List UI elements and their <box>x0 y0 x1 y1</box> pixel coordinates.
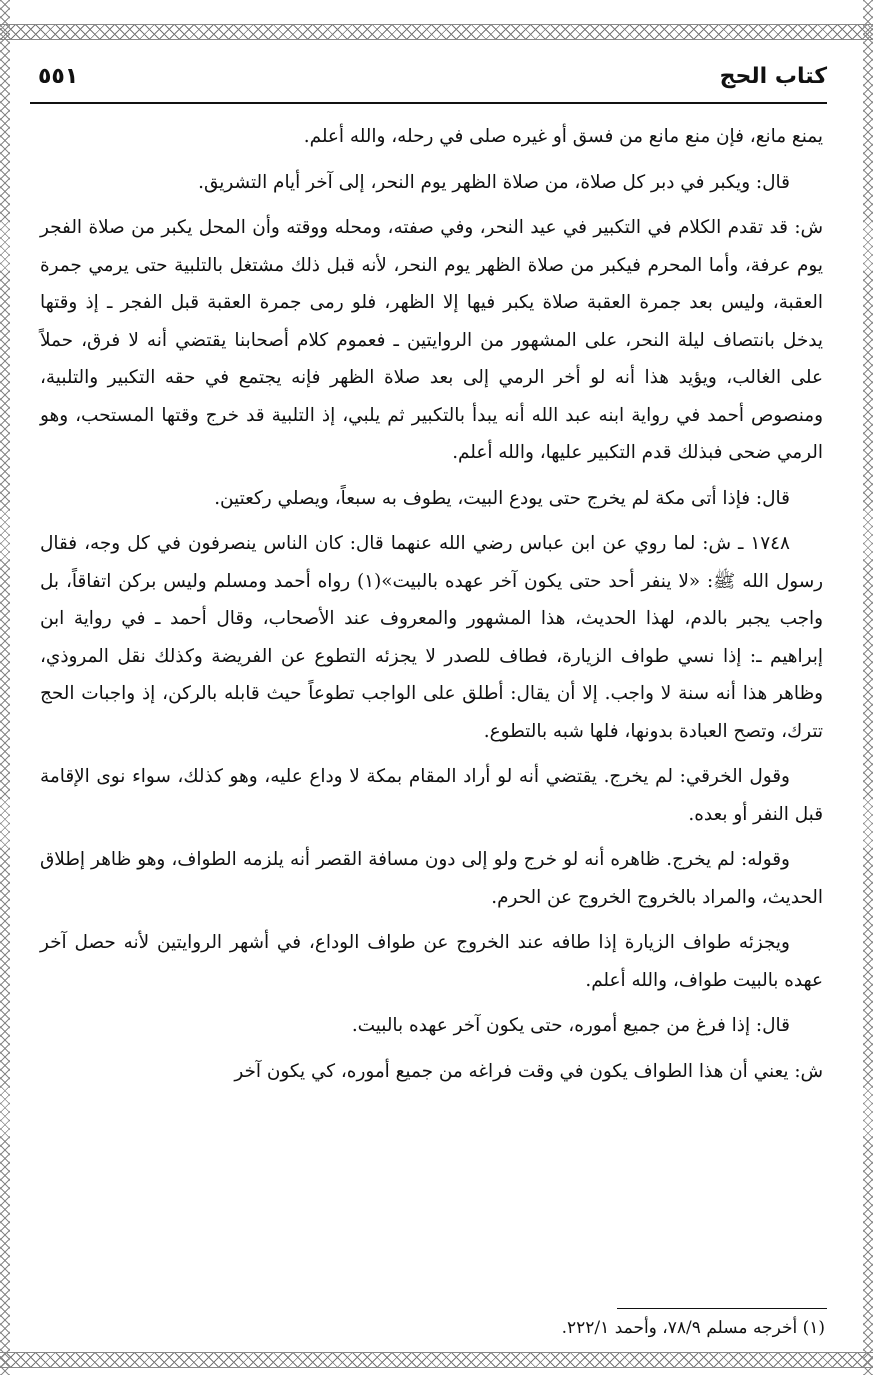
paragraph: وقوله: لم يخرج. ظاهره أنه لو خرج ولو إلى دون مسافة القصر أنه يلزمه الطواف، وهو ظاهر إطلاق الحديث، والمراد بالخروج الخروج عن الحرم. <box>40 849 823 908</box>
paragraph: قال: إذا فرغ من جميع أموره، حتى يكون آخر عهده بالبيت. <box>351 1015 790 1036</box>
decorative-border-right <box>863 0 873 1375</box>
paragraph: وقول الخرقي: لم يخرج. يقتضي أنه لو أراد المقام بمكة لا وداع عليه، وهو كذلك، سواء نوى الإقامة قبل النفر أو بعده. <box>40 766 823 825</box>
paragraph: قال: فإذا أتى مكة لم يخرج حتى يودع البيت، يطوف به سبعاً، ويصلي ركعتين. <box>214 487 790 509</box>
header-rule <box>30 102 827 104</box>
footnote-rule <box>617 1308 827 1309</box>
paragraph: ش: يعني أن هذا الطواف يكون في وقت فراغه من جميع أموره، كي يكون آخر <box>234 1060 823 1082</box>
paragraph: ويجزئه طواف الزيارة إذا طافه عند الخروج عن طواف الوداع، في أشهر الروايتين لأنه حصل آخر عهده بالبيت طواف، والله أعلم. <box>40 932 823 991</box>
decorative-border-bottom <box>0 1352 873 1368</box>
paragraph: ش: قد تقدم الكلام في التكبير في عيد النحر، وفي صفته، ومحله ووقته وأن المحل يكبر من صلاة الفجر يوم عرفة، وأما المحرم فيكبر من صلاة الظهر يوم النحر، لأنه قبل ذلك مشتغل بالتلبية حتى يرمي جمرة العقبة، وليس بعد جمرة العقبة صلاة يكبر فيها إلا الظهر، فلو رمى جمرة العقبة قبل الفجر ـ إذ وقتها يدخل بانتصاف ليلة النحر، على المشهور من الروايتين ـ فعموم كلام أصحابنا يقتضي أنه لا فرق، حملاً على الغالب، ويؤيد هذا أنه لو أخر الرمي إلى بعد صلاة الظهر فإنه يجتمع في حقه التكبير والتلبية، ومنصوص أحمد في رواية ابنه عبد الله أنه يبدأ بالتكبير ثم يلبي، إذ التلبية قد خرج وقتها المستحب، وهو الرمي ضحى فبذلك قدم التكبير عليها، والله أعلم. <box>40 217 823 463</box>
paragraph: ١٧٤٨ ـ ش: لما روي عن ابن عباس رضي الله عنهما قال: كان الناس ينصرفون في كل وجه، فقال رسول الله ﷺ: «لا ينفر أحد حتى يكون آخر عهده بالبيت»(١) رواه أحمد ومسلم وليس بركن اتفاقاً، بل واجب يجبر بالدم، لهذا الحديث، هذا المشهور والمعروف عند الأصحاب، وقال أحمد ـ في رواية ابن إبراهيم ـ: إذا نسي طواف الزيارة، فطاف للصدر لا يجزئه التطوع عن الفريضة وكذلك نقل المروذي، وظاهر هذا أنه سنة لا واجب. إلا أن يقال: أطلق على الواجب تطوعاً حيث قابله بالركن، إذ واجبات الحج تترك، وتصح العبادة بدونها، فلها شبه بالتطوع. <box>40 533 823 742</box>
footnote: (١) أخرجه مسلم ٧٨/٩، وأحمد ٢٢٢/١. <box>561 1318 825 1338</box>
page-title: كتاب الحج <box>719 64 827 89</box>
decorative-border-top <box>0 24 873 40</box>
page-header <box>30 60 827 96</box>
page-body <box>40 118 823 1098</box>
decorative-border-left <box>0 0 10 1375</box>
page-number: ٥٥١ <box>38 64 79 89</box>
paragraph: قال: ويكبر في دبر كل صلاة، من صلاة الظهر يوم النحر، إلى آخر أيام التشريق. <box>198 171 790 193</box>
paragraph: يمنع مانع، فإن منع مانع من فسق أو غيره صلى في رحله، والله أعلم. <box>303 126 823 147</box>
